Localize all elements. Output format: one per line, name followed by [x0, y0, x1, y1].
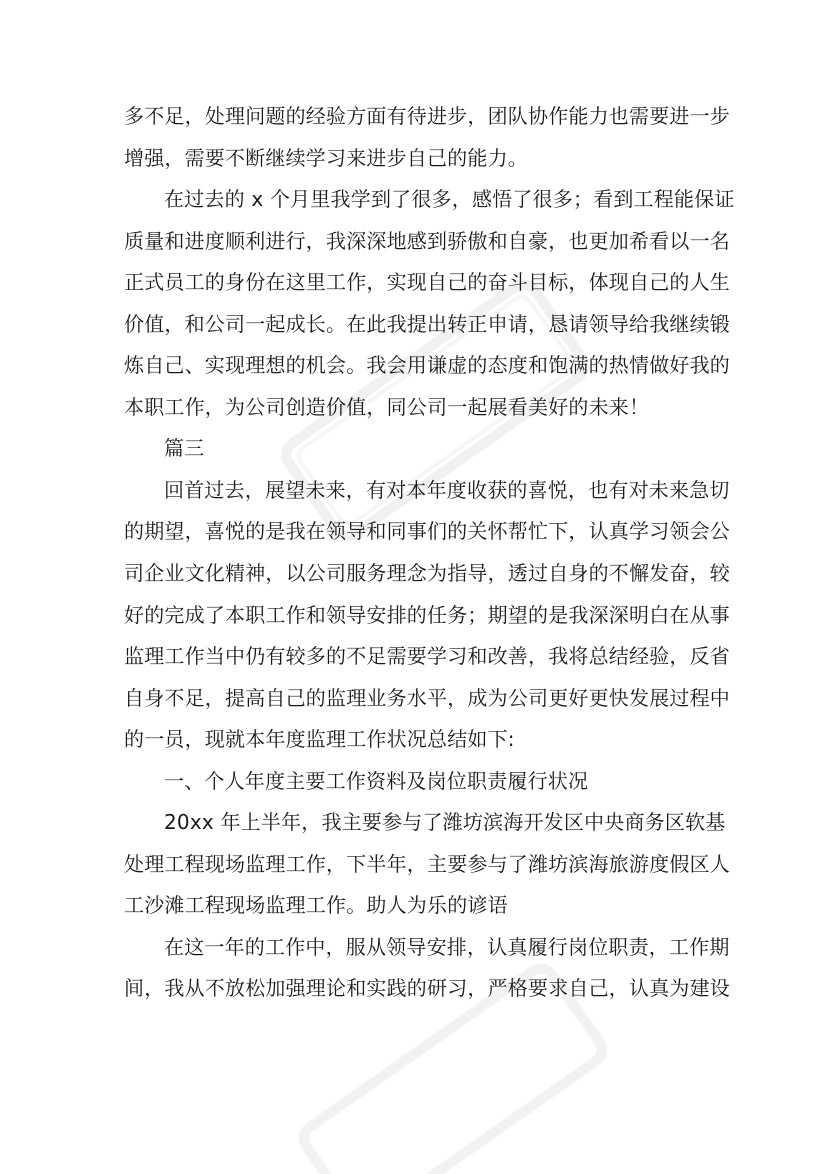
text-line: 回首过去，展望未来，有对本年度收获的喜悦，也有对未来急切	[164, 477, 730, 502]
text-line: 的一员，现就本年度监理工作状况总结如下:	[124, 727, 515, 752]
text-line: 20xx 年上半年，我主要参与了潍坊滨海开发区中央商务区软基	[164, 810, 726, 835]
text-line: 正式员工的身份在这里工作，实现自己的奋斗目标，体现自己的人生	[124, 270, 730, 295]
text-line: 的期望，喜悦的是我在领导和同事们的关怀帮忙下，认真学习领会公	[124, 519, 730, 544]
text-line: 司企业文化精神，以公司服务理念为指导，透过自身的不懈发奋，较	[124, 561, 730, 586]
text-line: 监理工作当中仍有较多的不足需要学习和改善，我将总结经验，反省	[124, 644, 730, 669]
text-line: 自身不足，提高自己的监理业务水平，成为公司更好更快发展过程中	[124, 685, 730, 710]
text-line: 好的完成了本职工作和领导安排的任务；期望的是我深深明白在从事	[124, 602, 730, 627]
text-line: 间，我从不放松加强理论和实践的研习，严格要求自己，认真为建设	[124, 976, 730, 1001]
document-body	[124, 104, 735, 1018]
text-line: 在过去的 x 个月里我学到了很多，感悟了很多；看到工程能保证	[164, 187, 735, 212]
subsection-heading: 一、个人年度主要工作资料及岗位职责履行状况	[164, 768, 589, 793]
text-line: 本职工作，为公司创造价值，同公司一起展看美好的未来！	[124, 394, 650, 419]
text-line: 炼自己、实现理想的机会。我会用谦虚的态度和饱满的热情做好我的	[124, 353, 730, 378]
text-line: 价值，和公司一起成长。在此我提出转正申请，恳请领导给我继续锻	[124, 311, 730, 336]
text-line: 工沙滩工程现场监理工作。助人为乐的谚语	[124, 893, 508, 918]
text-line: 多不足，处理问题的经验方面有待进步，团队协作能力也需要进一步	[124, 104, 730, 128]
text-line: 增强，需要不断继续学习来进步自己的能力。	[124, 145, 528, 170]
section-heading: 篇三	[164, 436, 205, 461]
text-line: 处理工程现场监理工作，下半年，主要参与了潍坊滨海旅游度假区人	[124, 851, 730, 876]
text-line: 质量和进度顺利进行，我深深地感到骄傲和自豪，也更加希看以一名	[124, 228, 730, 253]
text-line: 在这一年的工作中，服从领导安排，认真履行岗位职责，工作期	[164, 934, 730, 959]
